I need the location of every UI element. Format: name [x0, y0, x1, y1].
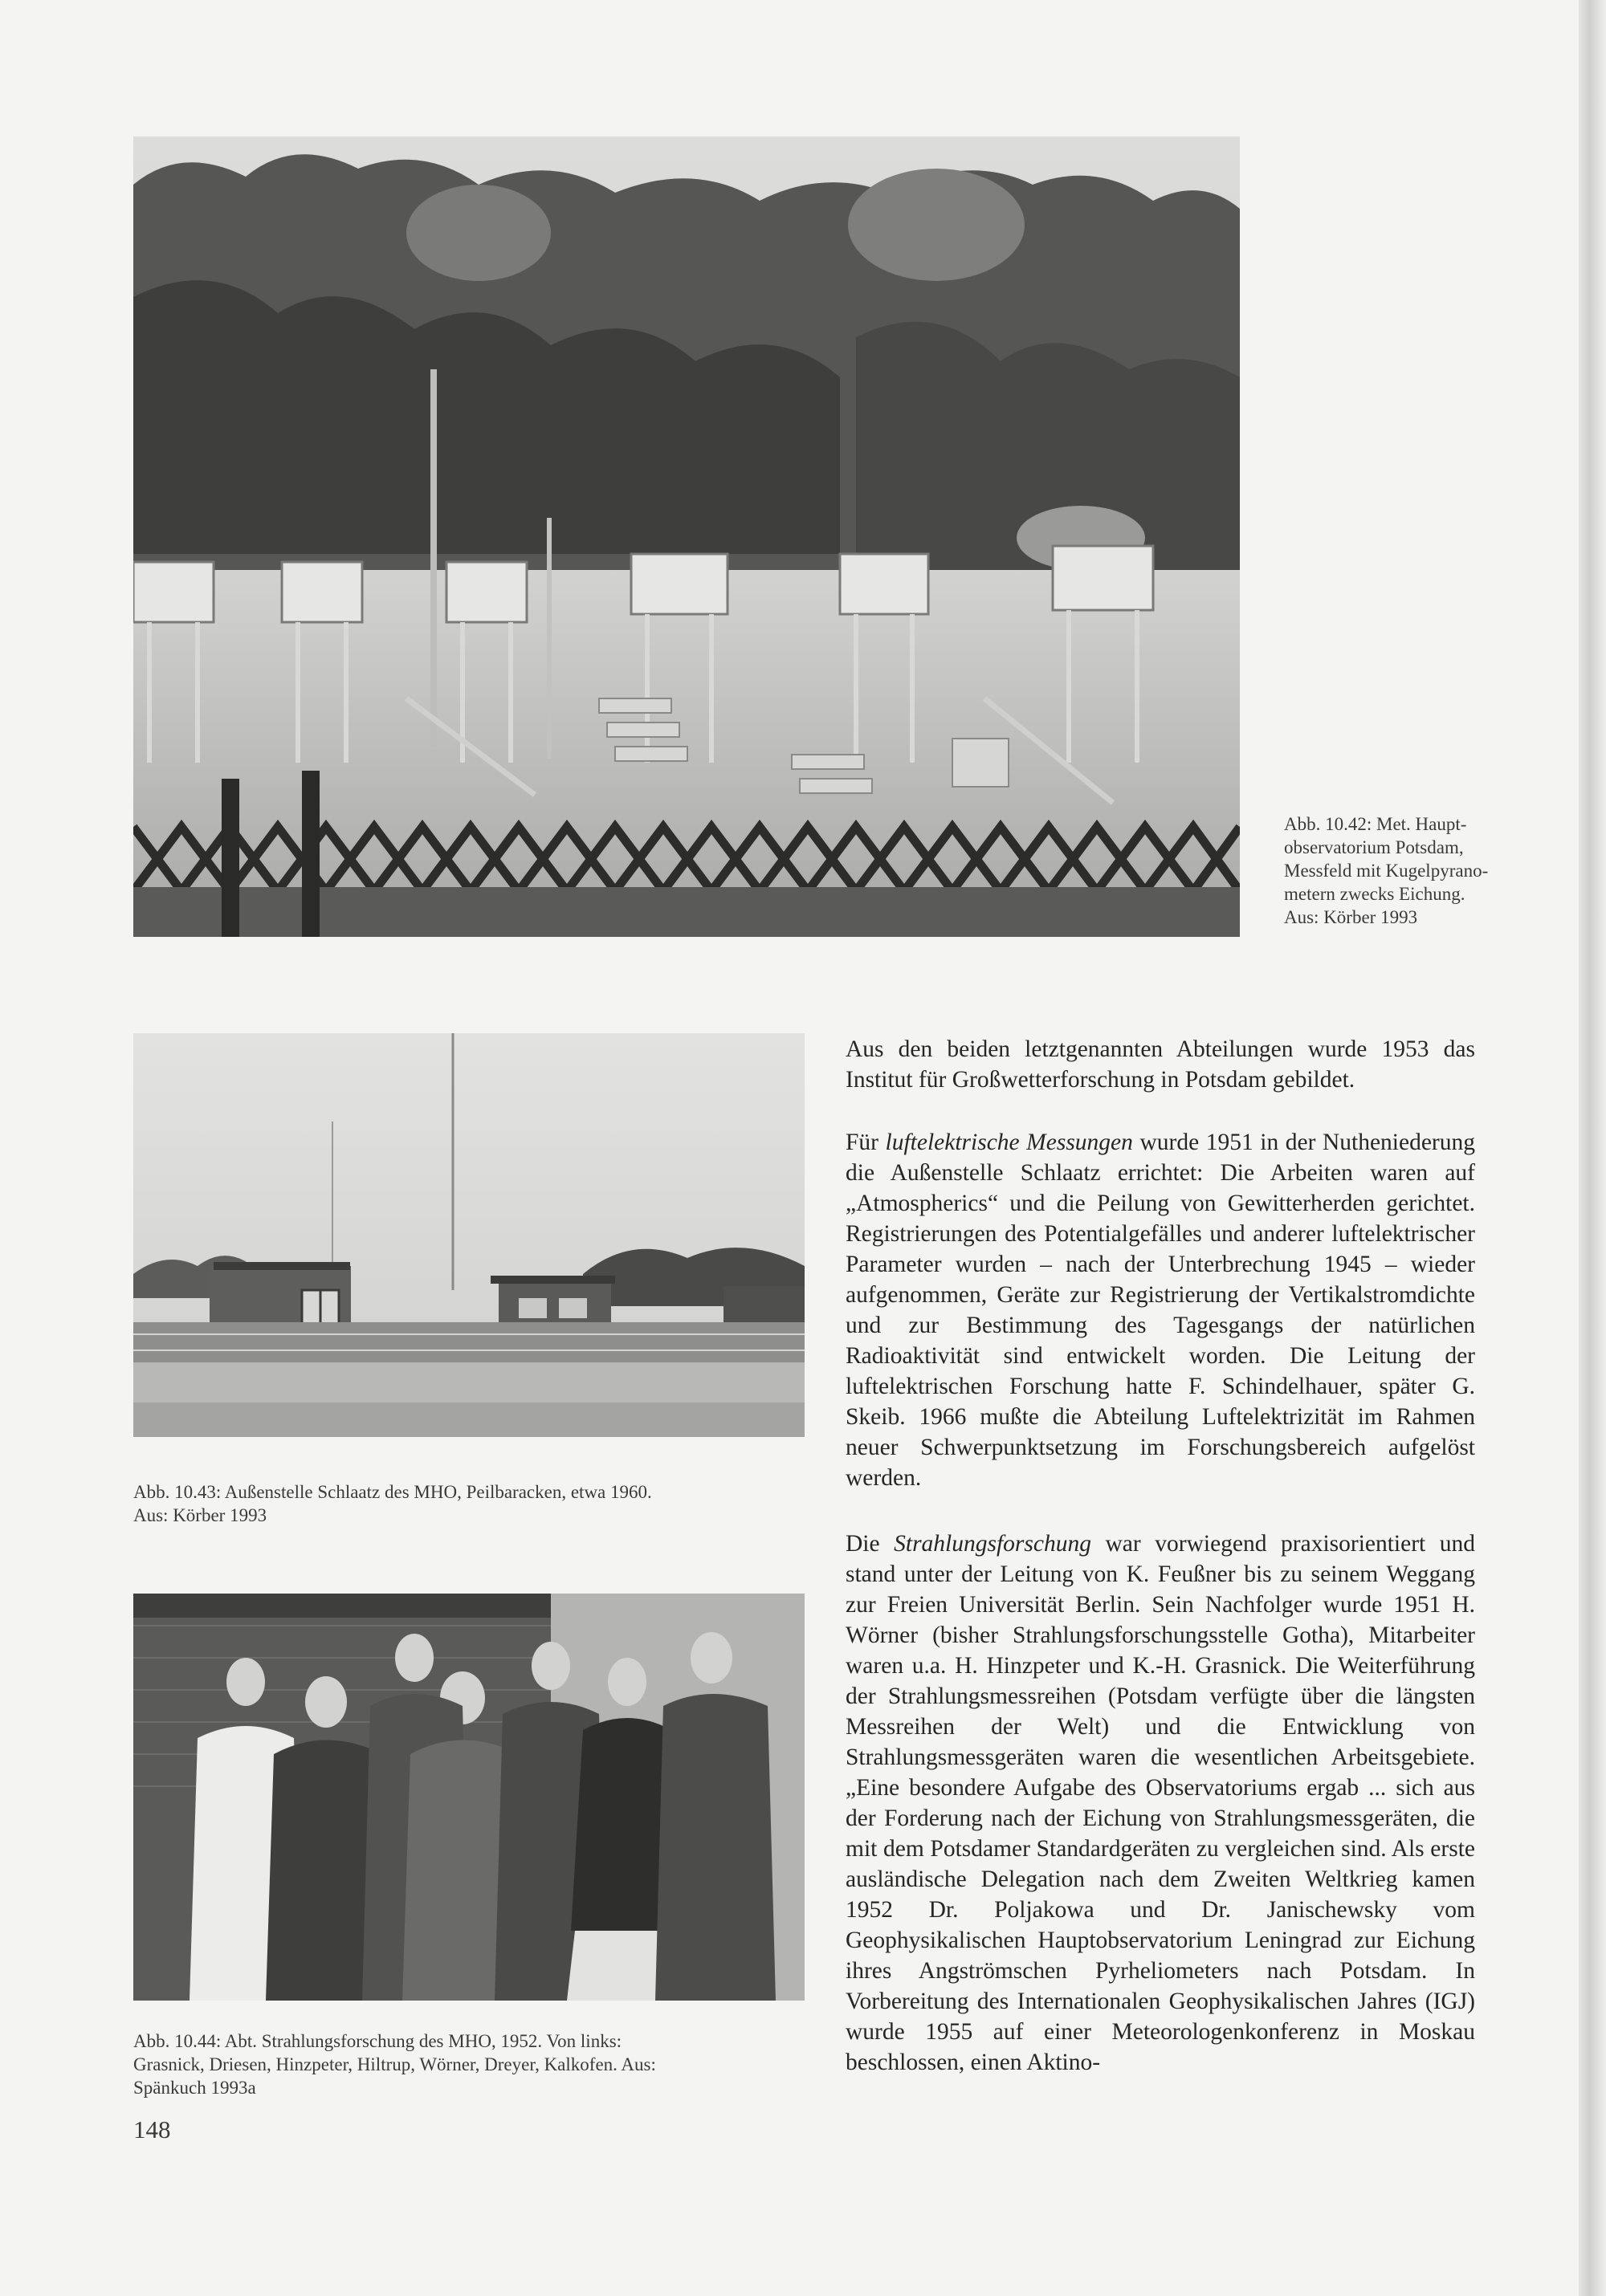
- caption-43-line: Aus: Körber 1993: [133, 1505, 267, 1525]
- photo-messfeld: [133, 136, 1240, 937]
- paragraph-text-pre: Die: [846, 1531, 895, 1557]
- emphasis-strahlungsforschung: Strahlungsforschung: [894, 1531, 1091, 1557]
- body-paragraph-2: [846, 1127, 1475, 1493]
- paragraph-text: [846, 1529, 1475, 2078]
- figure-caption-10-44: [133, 2029, 856, 2099]
- page-edge: [1579, 0, 1606, 2296]
- figure-caption-10-43: [133, 1480, 856, 1527]
- page-number: 148: [133, 2115, 171, 2143]
- caption-44-line: Spänkuch 1993a: [133, 2078, 256, 2098]
- figure-caption-10-42: [1284, 812, 1557, 929]
- caption-42-line: observatorium Potsdam,: [1284, 837, 1464, 857]
- photo-group-strahlungsforschung: [133, 1594, 805, 2001]
- paragraph-text: Aus den beiden letztgenannten Abteilungen wurde 1953 das Institut für Großwetterforschung in Potsdam gebildet.: [846, 1036, 1475, 1093]
- caption-42-label: Abb. 10.42: Met. Haupt-: [1284, 814, 1467, 834]
- body-paragraph-3: [846, 1529, 1475, 2078]
- paragraph-text-post: war vorwiegend praxisorientiert und stand unter der Leitung von K. Feußner bis zu seinem Weggang zur Freien Universität Berlin. Sein Nachfolger wurde 1951 H. Wörner (bisher Strahlungsforschungsstelle Gotha), Mitarbeiter waren u.a. H. Hinzpeter und K.-H. Grasnick. Die Weiterführung der Strahlungsmessreihen (Potsdam verfügte über die längsten Messreihen der Welt) und die Entwicklung von Strahlungsmessgeräten waren die wesentlichen Arbeitsgebiete. „Eine besondere Aufgabe des Observatoriums ergab ... sich aus der Forderung nach der Eichung von Strahlungsmessgeräten, die mit dem Potsdamer Standardgeräten zu vergleichen sind. Als erste ausländische Delegation nach dem Zweiten Weltkrieg kamen 1952 Dr. Poljakowa und Dr. Janischewsky vom Geophysikalischen Hauptobservatorium Leningrad zur Eichung ihres Angströmschen Pyrheliometers nach Potsdam. In Vorbereitung des Internationalen Geophysikalischen Jahres (IGJ) wurde 1955 auf einer Meteorologenkonferenz in Moskau beschlossen, einen Aktino-: [846, 1531, 1476, 2075]
- emphasis-luftelektrische-messungen: luftelektrische Messungen: [885, 1130, 1133, 1155]
- paragraph-text-pre: Für: [846, 1130, 886, 1155]
- photo-schlaatz: [133, 1033, 805, 1437]
- caption-43-line: Abb. 10.43: Außenstelle Schlaatz des MHO, Peilbaracken, etwa 1960.: [133, 1482, 652, 1502]
- caption-44-line: Abb. 10.44: Abt. Strahlungsforschung des MHO, 1952. Von links:: [133, 2031, 622, 2051]
- paragraph-text-post: wurde 1951 in der Nutheniederung die Außenstelle Schlaatz errichtet: Die Arbeiten waren auf „Atmospherics“ und die Peilung von Gewitterherden gerichtet. Registrierungen des Potentialgefälles und anderer luftelektrischer Parameter wurden – nach der Unterbrechung 1945 – wieder aufgenommen, Geräte zur Registrierung der Vertikalstromdichte und zur Bestimmung des Tagesgangs der natürlichen Radioaktivität sind entwickelt worden. Die Leitung der luftelektrischen Forschung hatte F. Schindelhauer, später G. Skeib. 1966 mußte die Abteilung Luftelektrizität im Rahmen neuer Schwerpunktsetzung im Forschungsbereich aufgelöst werden.: [846, 1130, 1476, 1491]
- caption-42-line: metern zwecks Eichung.: [1284, 884, 1465, 904]
- paragraph-text: [846, 1127, 1475, 1493]
- caption-42-line: Messfeld mit Kugelpyrano-: [1284, 861, 1489, 881]
- caption-42-line: Aus: Körber 1993: [1284, 907, 1418, 927]
- body-paragraph-1: [846, 1034, 1475, 1095]
- caption-44-line: Grasnick, Driesen, Hinzpeter, Hiltrup, Wörner, Dreyer, Kalkofen. Aus:: [133, 2054, 656, 2074]
